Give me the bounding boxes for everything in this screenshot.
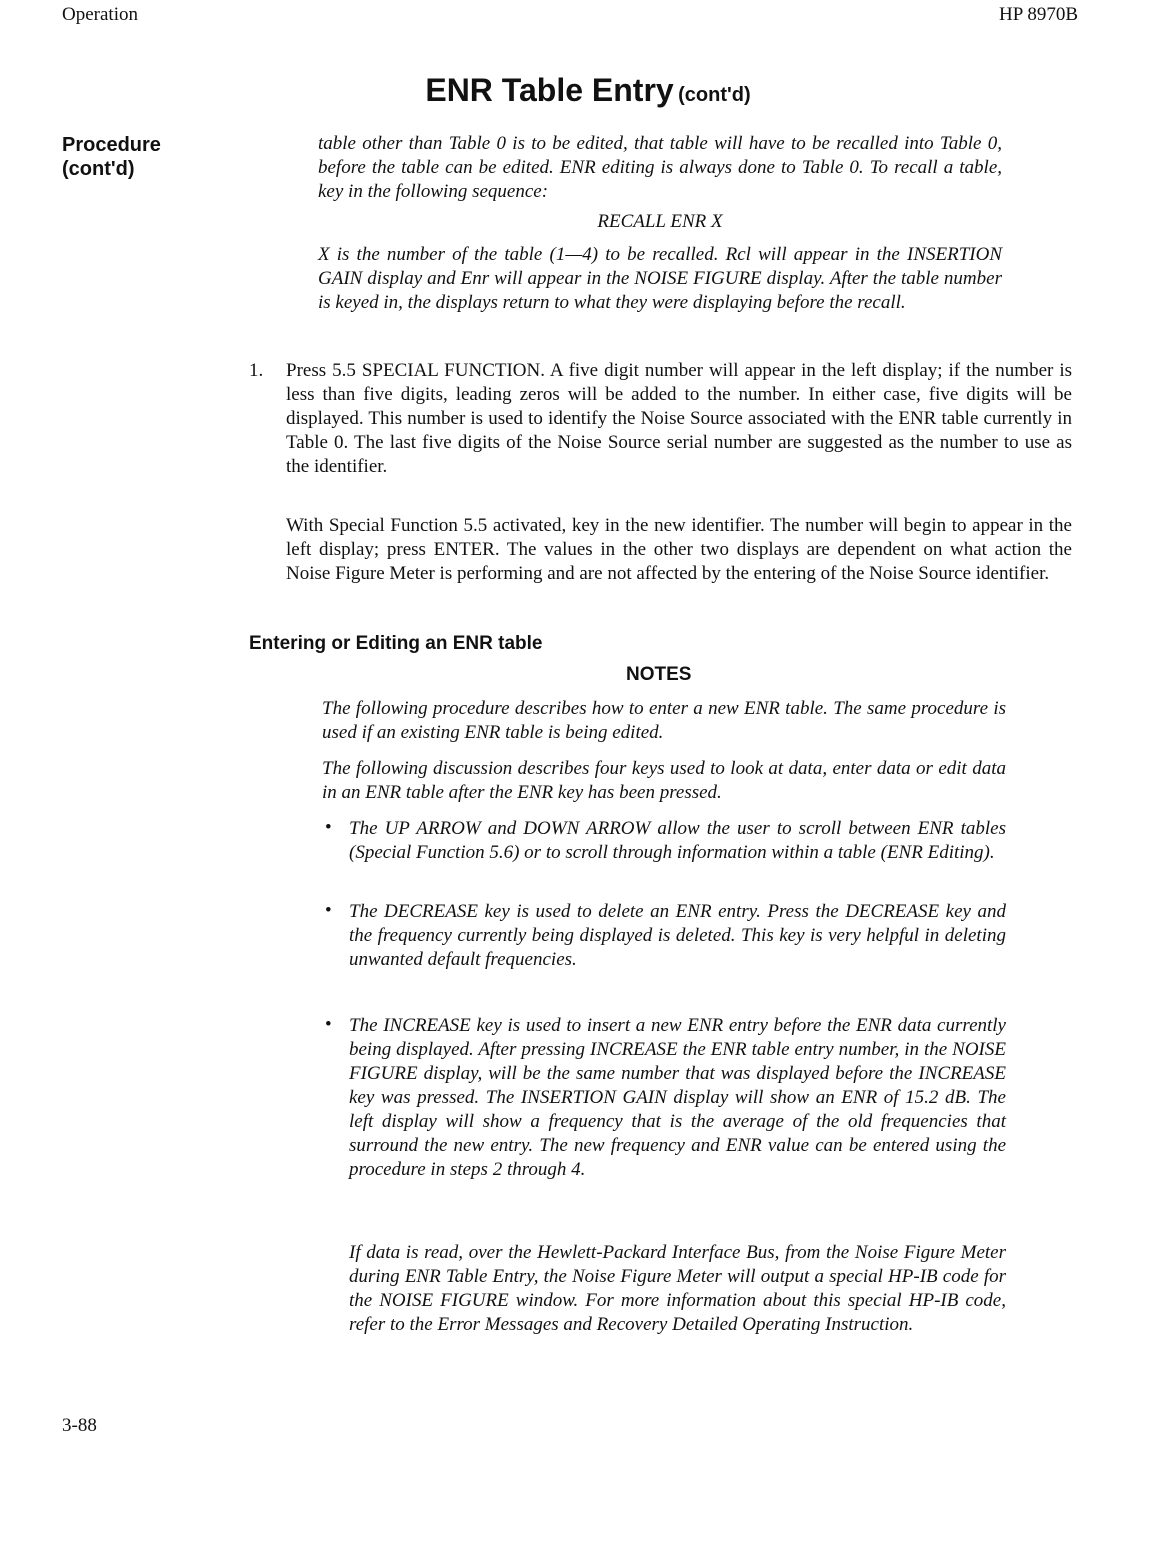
header-model-label: HP 8970B [998, 4, 1078, 25]
bullet-increase-key: The INCREASE key is used to insert a new ENR entry before the ENR data currently being displayed. After pressing INCREASE the ENR table entry number, in the NOISE FIGURE display, will be the same number that was displayed before the INCREASE key was pressed. The INSERTION GAIN display will show an ENR of 15.2 dB. The left display will show a frequency that is the average of the old frequencies that surround the new entry. The new frequency and ENR value can be entered using the procedure in steps 2 through 4. [349, 1015, 1006, 1180]
header-section-label: Operation [62, 4, 138, 25]
notes-paragraph-2: The following discussion describes four keys used to look at data, enter data or edit data in an ENR table after the ENR key has been pressed. [322, 758, 1006, 803]
step1-paragraph-2: With Special Function 5.5 activated, key in the new identifier. The number will begin to appear in the left display; press ENTER. The values in the other two displays are dependent on what action the Noise Figure Meter is performing and are not affected by the entering of the Noise Source identifier. [286, 515, 1072, 584]
intro-paragraph-1: table other than Table 0 is to be edited, that table will have to be recalled into Table 0, before the table can be edited. ENR editing is always done to Table 0. To recall a table, key in the following sequence: [318, 133, 1002, 202]
page-number: 3-88 [62, 1415, 97, 1436]
notes-paragraph-3: If data is read, over the Hewlett-Packard Interface Bus, from the Noise Figure Meter during ENR Table Entry, the Noise Figure Meter will output a special HP-IB code for the NOISE FIGURE window. For more information about this special HP-IB code, refer to the Error Messages and Recovery Detailed Operating Instruction. [349, 1242, 1006, 1335]
side-heading-line2: (cont'd) [62, 158, 135, 180]
step-number: 1. [249, 360, 264, 381]
side-heading-line1: Procedure [62, 134, 161, 156]
bullet-decrease-key: The DECREASE key is used to delete an ENR entry. Press the DECREASE key and the frequency currently being displayed is deleted. This key is very helpful in deleting unwanted default frequencies. [349, 901, 1006, 970]
notes-title: NOTES [626, 664, 692, 685]
page-title [0, 72, 1176, 109]
intro-paragraph-2: X is the number of the table (1—4) to be recalled. Rcl will appear in the INSERTION GAIN display and Enr will appear in the NOISE FIGURE display. After the table number is keyed in, the displays return to what they were displaying before the recall. [318, 244, 1002, 313]
side-heading [62, 133, 161, 181]
page-title-main: ENR Table Entry [425, 72, 674, 108]
bullet-marker: • [325, 817, 332, 838]
page-title-suffix: (cont'd) [678, 84, 751, 106]
notes-paragraph-1: The following procedure describes how to enter a new ENR table. The same procedure is used if an existing ENR table is being edited. [322, 698, 1006, 743]
recall-command: RECALL ENR X [597, 211, 723, 232]
bullet-marker: • [325, 1014, 332, 1035]
bullet-marker: • [325, 900, 332, 921]
section-heading: Entering or Editing an ENR table [249, 633, 543, 654]
bullet-arrow-keys: The UP ARROW and DOWN ARROW allow the user to scroll between ENR tables (Special Function 5.6) or to scroll through information within a table (ENR Editing). [349, 818, 1006, 863]
step1-paragraph: Press 5.5 SPECIAL FUNCTION. A five digit number will appear in the left display; if the number is less than five digits, leading zeros will be added to the number. In either case, five digits will be displayed. This number is used to identify the Noise Source associated with the ENR table currently in Table 0. The last five digits of the Noise Source serial number are suggested as the number to use as the identifier. [286, 360, 1072, 477]
